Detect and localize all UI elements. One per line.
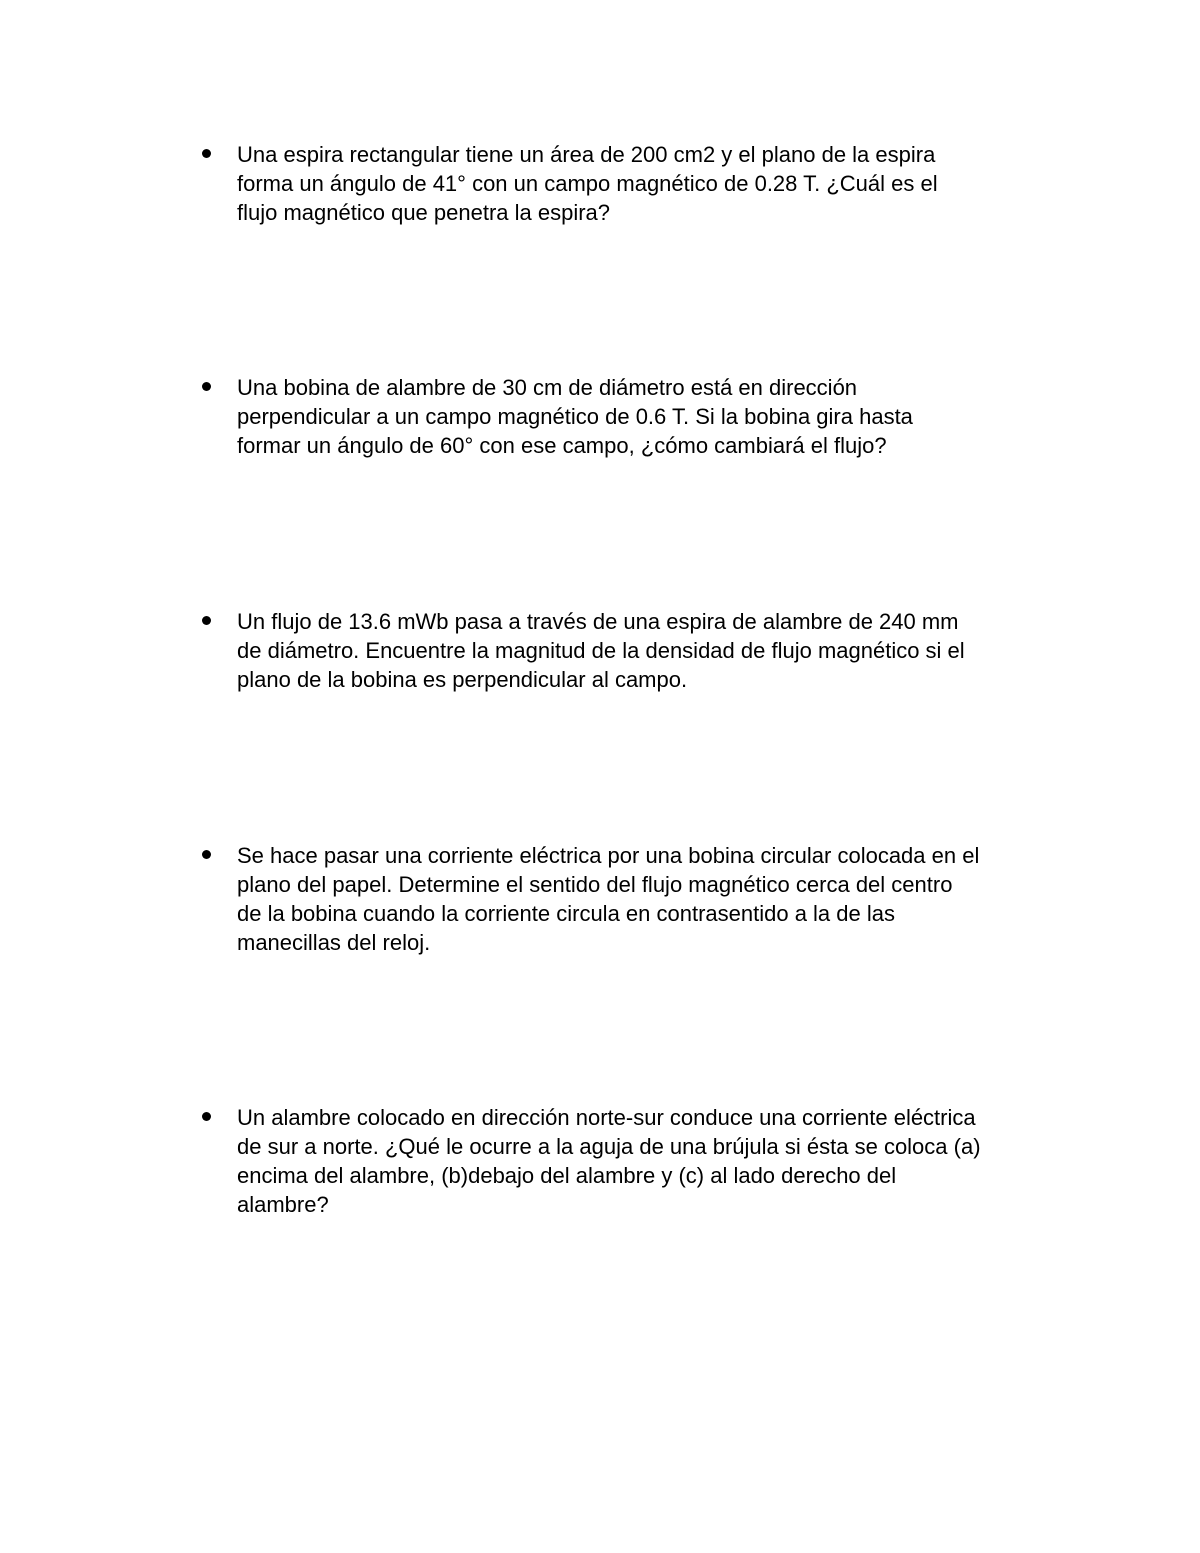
bullet-icon xyxy=(202,1112,211,1121)
item-line: Un flujo de 13.6 mWb pasa a través de una espira de alambre de 240 mm xyxy=(237,609,959,634)
item-line: de sur a norte. ¿Qué le ocurre a la aguja de una brújula si ésta se coloca (a) xyxy=(237,1134,981,1159)
item-line: alambre? xyxy=(237,1192,329,1217)
item-line: Una espira rectangular tiene un área de 200 cm2 y el plano de la espira xyxy=(237,142,936,167)
item-line: de diámetro. Encuentre la magnitud de la densidad de flujo magnético si el xyxy=(237,638,965,663)
item-line: formar un ángulo de 60° con ese campo, ¿cómo cambiará el flujo? xyxy=(237,433,887,458)
item-line: de la bobina cuando la corriente circula en contrasentido a la de las xyxy=(237,901,895,926)
bullet-icon xyxy=(202,850,211,859)
item-line: flujo magnético que penetra la espira? xyxy=(237,200,611,225)
item-line: plano de la bobina es perpendicular al campo. xyxy=(237,667,688,692)
bullet-icon xyxy=(202,382,211,391)
item-line: encima del alambre, (b)debajo del alambre y (c) al lado derecho del xyxy=(237,1163,897,1188)
item-line: Una bobina de alambre de 30 cm de diámetro está en dirección xyxy=(237,375,858,400)
bullet-icon xyxy=(202,149,211,158)
bullet-icon xyxy=(202,616,211,625)
item-line: perpendicular a un campo magnético de 0.6 T. Si la bobina gira hasta xyxy=(237,404,913,429)
item-line: forma un ángulo de 41° con un campo magnético de 0.28 T. ¿Cuál es el xyxy=(237,171,938,196)
item-line: Un alambre colocado en dirección norte-sur conduce una corriente eléctrica xyxy=(237,1105,976,1130)
item-line: manecillas del reloj. xyxy=(237,930,431,955)
item-line: Se hace pasar una corriente eléctrica por una bobina circular colocada en el xyxy=(237,843,980,868)
item-line: plano del papel. Determine el sentido del flujo magnético cerca del centro xyxy=(237,872,953,897)
